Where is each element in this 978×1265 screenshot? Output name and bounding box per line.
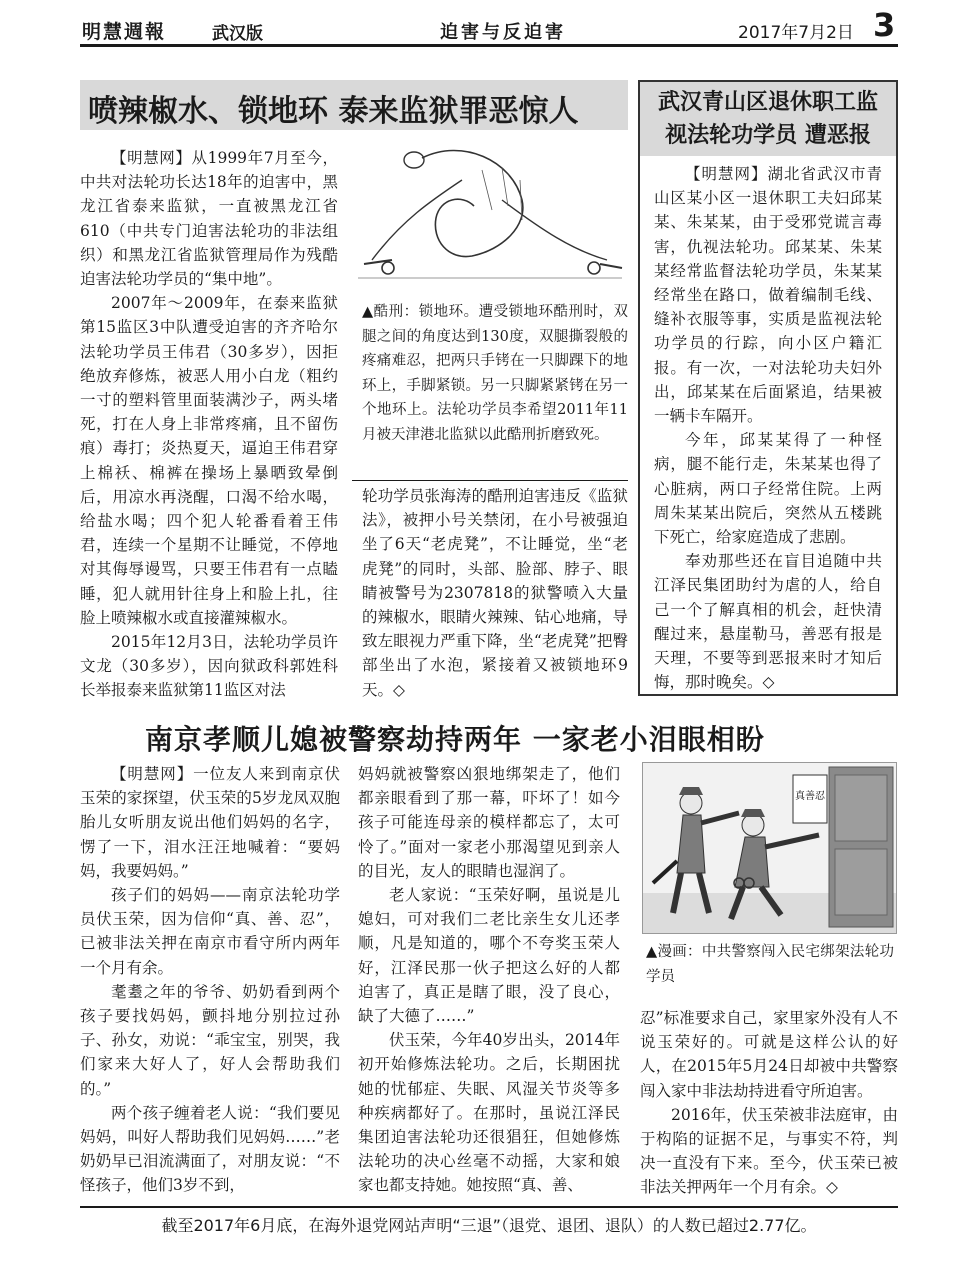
header-rule: [80, 44, 898, 47]
article2-paragraph: 耄耋之年的爷爷、奶奶看到两个孩子要找妈妈，颤抖地分别拉过孙子、孙女，劝说：“乖宝宝，别哭，我们家来大好人了，好人会帮助我们的。”: [80, 982, 340, 1098]
police-cartoon: [642, 762, 897, 934]
article2-paragraph: 妈妈就被警察凶狠地绑架走了，他们都亲眼看到了那一幕，吓坏了！如今孩子可能连母亲的模样都忘了，太可怜了。”面对一家老小那渴望见到亲人的目光，友人的眼睛也湿润了。: [358, 765, 620, 880]
sidebar-paragraph: 【明慧网】湖北省武汉市青山区某小区一退休职工夫妇邱某某、朱某某，由于受邪党谎言毒害，仇视法轮功。邱某某、朱某某经常监督法轮功学员，朱某某经常坐在路口，做着编制毛线、缝补衣服等事，实质是监视法轮功学员的行踪，向小区户籍汇报。有一次，一对法轮功夫妇外出，邱某某在后面紧追，结果被一辆卡车隔开。: [654, 165, 882, 426]
sidebar-title: [640, 86, 896, 152]
edition-label: 武汉版: [212, 24, 263, 44]
sidebar-title-line: 视法轮功学员 遭恶报: [665, 123, 871, 148]
sidebar-body: [654, 162, 882, 694]
police-raid-cartoon-icon: [643, 763, 896, 933]
article2-paragraph: 忍”标准要求自己，家里家外没有人不说玉荣好的。可就是这样公认的好人，在2015年5月24日却被中共警察闯入家中非法劫持进看守所迫害。: [640, 1009, 898, 1100]
article1-paragraph: 【明慧网】从1999年7月至今，中共对法轮功长达18年的迫害中，黑龙江省泰来监狱，一直被黑龙江省610（中共专门迫害法轮功的非法组织）和黑龙江省监狱管理局作为残酷迫害法轮功学员的“集中地”。: [80, 149, 338, 289]
article2-paragraph: 老人家说：“玉荣好啊，虽说是儿媳妇，可对我们二老比亲生女儿还孝顺，凡是知道的，哪个不夸奖玉荣人好，江泽民那一伙子把这么好的人都迫害了，真正是瞎了眼，没了良心，缺了大德了……”: [358, 886, 620, 1026]
article1-paragraph: 2007年～2009年，在泰来监狱第15监区3中队遭受迫害的齐齐哈尔法轮功学员王伟君（30多岁），因拒绝放弃修炼，被恶人用小白龙（粗约一寸的塑料管里面装满沙子，两头堵死，打在人身上非常疼痛，且不留伤痕）毒打；炎热夏天，逼迫王伟君穿上棉袄、棉裤在操场上暴晒致晕倒后，用凉水再浇醒，口渴不给水喝，给盐水喝；四个犯人轮番看着王伟君，连续一个星期不让睡觉，不停地对其侮辱谩骂，只要王伟君有一点瞌睡，犯人就用针往身上和脸上扎，往脸上喷辣椒水或直接灌辣椒水。: [80, 294, 338, 627]
article2-column-1: [80, 762, 340, 1198]
article2-paragraph: 【明慧网】一位友人来到南京伏玉荣的家探望，伏玉荣的5岁龙凤双胞胎儿女听朋友说出他们妈妈的名字，愣了一下，泪水汪汪地喊着：“要妈妈，我要妈妈。”: [80, 765, 340, 880]
article1-column-1: [80, 146, 338, 703]
issue-date: 2017年7月2日: [738, 23, 854, 43]
caption-text: ▲酷刑：锁地环。遭受锁地环酷刑时，双腿之间的角度达到130度，双腿撕裂般的疼痛难忍，把两只手铐在一只脚踝下的地环上，手脚紧锁。另一只脚紧紧铐在另一个地环上。法轮功学员李希望2011年11月被天津港北监狱以此酷刑折磨致死。: [362, 304, 628, 443]
article2-column-3: [640, 1006, 898, 1200]
footer-rule: [80, 1206, 898, 1208]
article1-paragraph: 轮功学员张海涛的酷刑迫害违反《监狱法》，被押小号关禁闭，在小号被强迫坐了6天“老虎凳”，不让睡觉，坐“老虎凳”的同时，头部、脸部、脖子、眼睛被警号为2307818的狱警喷入大量的辣椒水，眼睛火辣辣、钻心地痛，导致左眼视力严重下降，坐“老虎凳”把臀部坐出了水泡，紧接着又被锁地环9天。◇: [362, 487, 628, 699]
article2-paragraph: 两个孩子缠着老人说：“我们要见妈妈，叫好人帮助我们见妈妈……”老奶奶早已泪流满面了，对朋友说：“不怪孩子，他们3岁不到，: [80, 1103, 340, 1195]
article1-title: 喷辣椒水、锁地环 泰来监狱罪恶惊人: [88, 94, 579, 129]
sidebar-title-line: 武汉青山区退休职工监: [657, 90, 878, 115]
cartoon-sign-text: 真善忍: [795, 791, 825, 802]
article2-paragraph: 伏玉荣，今年40岁出头，2014年初开始修炼法轮功。之后，长期困扰她的忧郁症、失眠、风湿关节炎等多种疾病都好了。在那时，虽说江泽民集团迫害法轮功还很猖狂，但她修炼法轮功的决心丝毫不动摇，大家和娘家也都支持她。她按照“真、善、: [358, 1031, 620, 1195]
section-title: 迫害与反迫害: [440, 22, 566, 43]
article2-paragraph: 孩子们的妈妈——南京法轮功学员伏玉荣，因为信仰“真、善、忍”，已被非法关押在南京市看守所内两年一个月有余。: [80, 886, 340, 977]
ground-ring-figure-icon: [352, 140, 628, 290]
article1-paragraph: 2015年12月3日，法轮功学员许文龙（30多岁），因向狱政科郭姓科长举报泰来监狱第11监区对法: [80, 633, 338, 700]
newspaper-brand: 明慧週報: [82, 21, 167, 43]
article1-column-2: [362, 484, 628, 702]
sidebar-paragraph: 奉劝那些还在盲目追随中共江泽民集团助纣为虐的人，给自己一个了解真相的机会，赶快清醒过来，悬崖勒马，善恶有报是天理，不要等到恶报来时才知后悔，那时晚矣。◇: [654, 552, 882, 692]
article2-title: 南京孝顺儿媳被警察劫持两年 一家老小泪眼相盼: [145, 723, 765, 756]
sidebar-paragraph: 今年，邱某某得了一种怪病，腿不能行走，朱某某也得了心脏病，两口子经常住院。上两周朱某某出院后，突然从五楼跳下死亡，给家庭造成了悲剧。: [654, 431, 882, 547]
article2-paragraph: 2016年，伏玉荣被非法庭审，由于构陷的证据不足，与事实不符，判决一直没有下来。至今，伏玉荣已被非法关押两年一个月有余。◇: [640, 1105, 898, 1197]
caption-divider: [352, 480, 628, 481]
illustration-caption: [362, 300, 628, 447]
torture-illustration: [352, 140, 628, 290]
cartoon-caption: [646, 940, 894, 989]
article2-column-2: [358, 762, 620, 1198]
footer-notice: 截至2017年6月底，在海外退党网站声明“三退”（退党、退团、退队）的人数已超过2.77亿。: [161, 1216, 817, 1235]
page-number: 3: [873, 6, 896, 44]
caption-text: ▲漫画：中共警察闯入民宅绑架法轮功学员: [646, 944, 894, 985]
